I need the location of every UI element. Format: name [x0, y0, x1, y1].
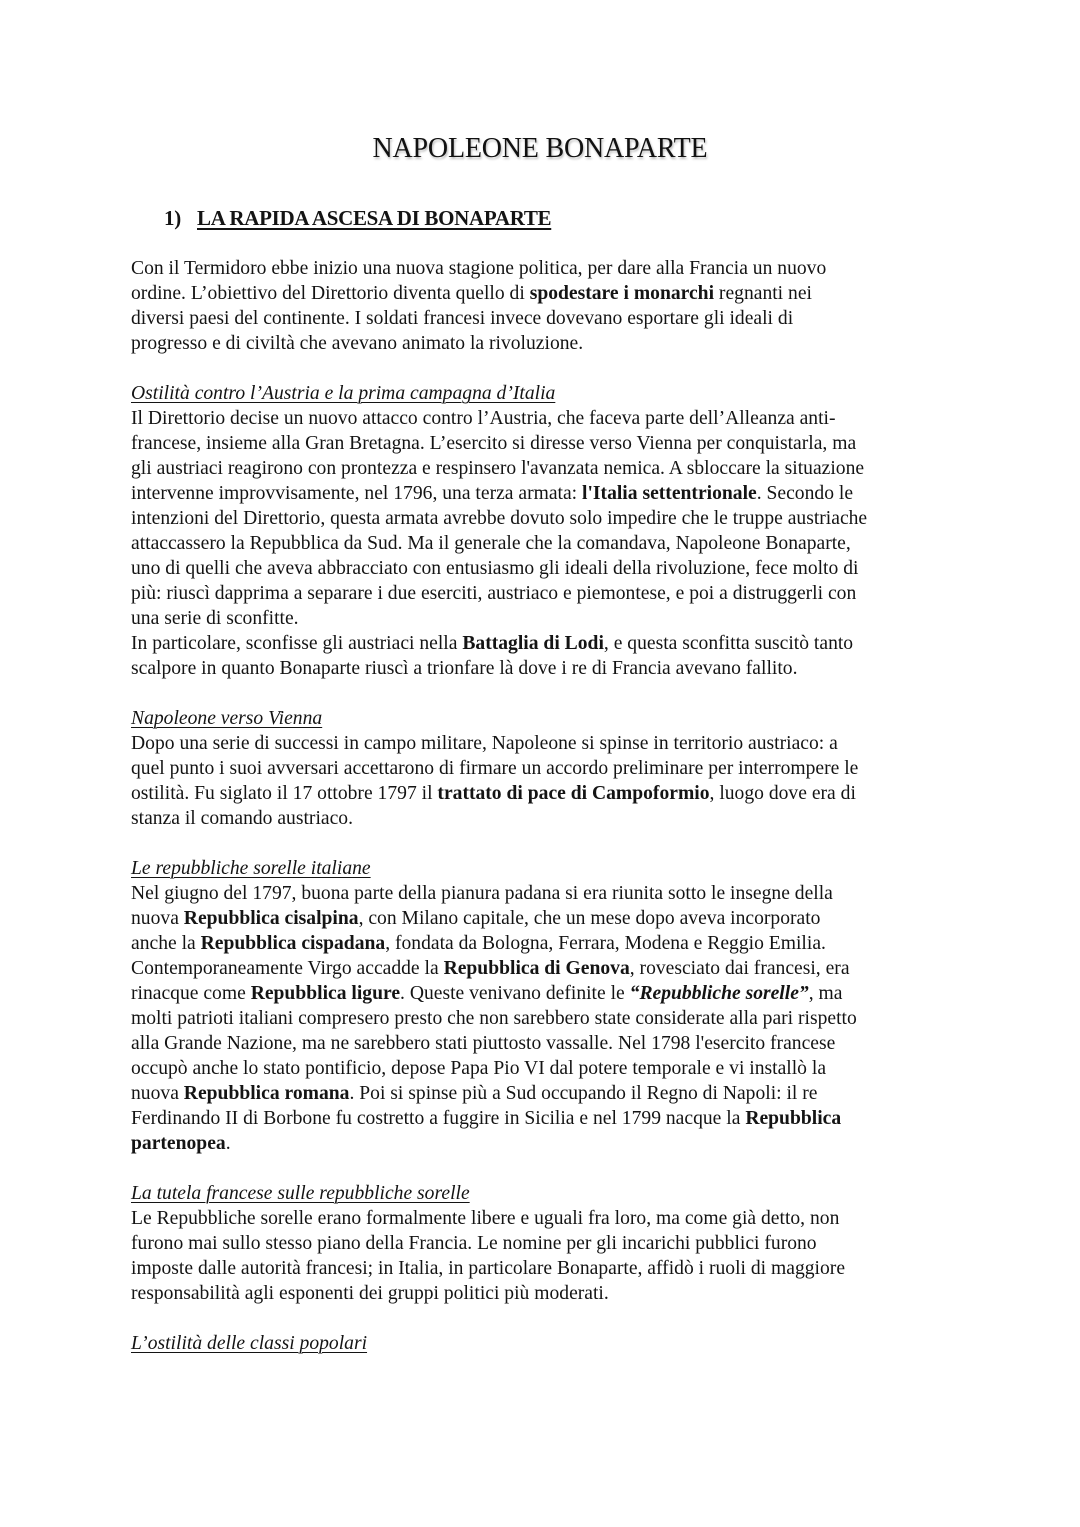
text-run: francese, insieme alla Gran Bretagna. L’esercito si diresse verso Vienna per conquistarla, ma	[131, 433, 857, 454]
text-line	[131, 981, 961, 1006]
text-run: Le Repubbliche sorelle erano formalmente libere e uguali fra loro, ma come già detto, non	[131, 1208, 840, 1229]
text-run: Dopo una serie di successi in campo militare, Napoleone si spinse in territorio austriaco: a	[131, 733, 838, 754]
subsection-ostilita-classi-popolari	[131, 1331, 961, 1356]
text-line	[131, 881, 961, 906]
section-number: 1)	[164, 206, 181, 230]
text-run: , con Milano capitale, che un mese dopo aveva incorporato	[358, 908, 821, 929]
text-run: imposte dalle autorità francesi; in Italia, in particolare Bonaparte, affidò i ruoli di maggiore	[131, 1258, 846, 1279]
text-line	[131, 656, 961, 681]
text-line	[131, 756, 961, 781]
text-line	[131, 606, 961, 631]
text-line	[131, 506, 961, 531]
text-line	[131, 906, 961, 931]
text-line	[131, 1106, 961, 1131]
text-run: stanza il comando austriaco.	[131, 808, 353, 829]
text-line	[131, 481, 961, 506]
document-body	[131, 256, 961, 1356]
text-run: . Poi si spinse più a Sud occupando il Regno di Napoli: il re	[349, 1083, 818, 1104]
text-line	[131, 1081, 961, 1106]
text-run: rinacque come	[131, 983, 251, 1004]
text-run: alla Grande Nazione, ma ne sarebbero stati piuttosto vassalle. Nel 1798 l'esercito francese	[131, 1033, 836, 1054]
text-line	[131, 331, 961, 356]
subsection-heading: Le repubbliche sorelle italiane	[131, 858, 371, 879]
text-line	[131, 806, 961, 831]
paragraph-spacer	[131, 1156, 961, 1181]
emphasis-text: Repubblica	[745, 1108, 842, 1129]
text-line	[131, 406, 961, 431]
emphasis-text: Repubblica cispadana	[200, 933, 386, 954]
text-line	[131, 306, 961, 331]
text-line	[131, 1006, 961, 1031]
text-run: , ma	[808, 983, 843, 1004]
text-run: Nel giugno del 1797, buona parte della pianura padana si era riunita sotto le insegne della	[131, 883, 833, 904]
text-run: Contemporaneamente Virgo accadde la	[131, 958, 444, 979]
text-run: gli austriaci reagirono con prontezza e respinsero l'avanzata nemica. A sbloccare la situazione	[131, 458, 865, 479]
text-run: In particolare, sconfisse gli austriaci nella	[131, 633, 463, 654]
text-run: nuova	[131, 908, 184, 929]
emphasis-text: “Repubbliche sorelle”	[629, 983, 809, 1004]
text-run: . Queste venivano definite le	[400, 983, 630, 1004]
text-line	[131, 731, 961, 756]
text-line	[131, 556, 961, 581]
text-run: attaccassero la Repubblica da Sud. Ma il generale che la comandava, Napoleone Bonaparte,	[131, 533, 851, 554]
text-run: Con il Termidoro ebbe inizio una nuova stagione politica, per dare alla Francia un nuovo	[131, 258, 827, 279]
subsection-napoleone-vienna	[131, 706, 961, 831]
text-run: uno di quelli che aveva abbracciato con entusiasmo gli ideali della rivoluzione, fece molto di	[131, 558, 859, 579]
text-run: progresso e di civiltà che avevano animato la rivoluzione.	[131, 333, 584, 354]
emphasis-text: trattato di pace di Campoformio	[437, 783, 710, 804]
subsection-tutela-francese	[131, 1181, 961, 1306]
paragraph-intro	[131, 256, 961, 356]
text-line	[131, 931, 961, 956]
text-line	[131, 1256, 961, 1281]
emphasis-text: Repubblica romana	[183, 1083, 350, 1104]
emphasis-text: Repubblica ligure	[250, 983, 401, 1004]
subsection-ostilita-austria	[131, 381, 961, 681]
text-run: più: riuscì dapprima a separare i due eserciti, austriaco e piemontese, e poi a distruggerli con	[131, 583, 857, 604]
text-line	[131, 431, 961, 456]
text-line	[131, 1281, 961, 1306]
text-run: ostilità. Fu siglato il 17 ottobre 1797 il	[131, 783, 438, 804]
paragraph-spacer	[131, 1306, 961, 1331]
text-run: intervenne improvvisamente, nel 1796, una terza armata:	[131, 483, 583, 504]
text-run: , rovesciato dai francesi, era	[629, 958, 850, 979]
emphasis-text: Repubblica cisalpina	[183, 908, 359, 929]
subsection-heading: Ostilità contro l’Austria e la prima campagna d’Italia	[131, 383, 556, 404]
text-run: .	[225, 1133, 231, 1154]
text-line	[131, 456, 961, 481]
text-run: , e questa sconfitta suscitò tanto	[603, 633, 854, 654]
heading-line	[131, 706, 961, 731]
text-run: intenzioni del Direttorio, questa armata avrebbe dovuto solo impedire che le truppe austriache	[131, 508, 868, 529]
text-run: occupò anche lo stato pontificio, depose Papa Pio VI dal potere temporale e vi installò la	[131, 1058, 827, 1079]
text-line	[131, 256, 961, 281]
text-run: nuova	[131, 1083, 184, 1104]
text-line	[131, 1231, 961, 1256]
subsection-heading: L’ostilità delle classi popolari	[131, 1333, 368, 1354]
text-run: scalpore in quanto Bonaparte riuscì a trionfare là dove i re di Francia avevano fallito.	[131, 658, 798, 679]
heading-line	[131, 1331, 961, 1356]
emphasis-text: l'Italia settentrionale	[582, 483, 757, 504]
emphasis-text: Battaglia di Lodi	[462, 633, 604, 654]
section-heading	[164, 204, 551, 232]
text-line	[131, 956, 961, 981]
text-run: regnanti nei	[714, 283, 812, 304]
text-run: molti patrioti italiani compresero presto che non sarebbero state considerate alla pari rispetto	[131, 1008, 857, 1029]
heading-line	[131, 381, 961, 406]
text-run: responsabilità agli esponenti dei gruppi politici più moderati.	[131, 1283, 609, 1304]
text-line	[131, 631, 961, 656]
text-line	[131, 1206, 961, 1231]
text-run: quel punto i suoi avversari accettarono di firmare un accordo preliminare per interrompere le	[131, 758, 859, 779]
text-line	[131, 781, 961, 806]
text-line	[131, 531, 961, 556]
text-run: furono mai sullo stesso piano della Francia. Le nomine per gli incarichi pubblici furono	[131, 1233, 817, 1254]
text-line	[131, 281, 961, 306]
text-run: , fondata da Bologna, Ferrara, Modena e Reggio Emilia.	[385, 933, 826, 954]
text-run: Ferdinando II di Borbone fu costretto a fuggire in Sicilia e nel 1799 nacque la	[131, 1108, 746, 1129]
text-run: . Secondo le	[756, 483, 854, 504]
subsection-heading: La tutela francese sulle repubbliche sorelle	[131, 1183, 470, 1204]
emphasis-text: spodestare i monarchi	[529, 283, 715, 304]
heading-line	[131, 1181, 961, 1206]
emphasis-text: partenopea	[131, 1133, 226, 1154]
paragraph-spacer	[131, 681, 961, 706]
emphasis-text: Repubblica di Genova	[443, 958, 630, 979]
section-title: LA RAPIDA ASCESA DI BONAPARTE	[197, 206, 552, 230]
subsection-heading: Napoleone verso Vienna	[131, 708, 323, 729]
document-title: NAPOLEONE BONAPARTE	[372, 133, 708, 164]
text-run: , luogo dove era di	[709, 783, 856, 804]
text-run: anche la	[131, 933, 201, 954]
text-line	[131, 581, 961, 606]
text-line	[131, 1031, 961, 1056]
text-run: ordine. L’obiettivo del Direttorio diventa quello di	[131, 283, 530, 304]
paragraph-spacer	[131, 831, 961, 856]
subsection-repubbliche-sorelle	[131, 856, 961, 1156]
text-line	[131, 1056, 961, 1081]
text-run: Il Direttorio decise un nuovo attacco contro l’Austria, che faceva parte dell’Alleanza anti-	[131, 408, 836, 429]
paragraph-spacer	[131, 356, 961, 381]
heading-line	[131, 856, 961, 881]
text-run: una serie di sconfitte.	[131, 608, 299, 629]
text-run: diversi paesi del continente. I soldati francesi invece dovevano esportare gli ideali di	[131, 308, 794, 329]
text-line	[131, 1131, 961, 1156]
